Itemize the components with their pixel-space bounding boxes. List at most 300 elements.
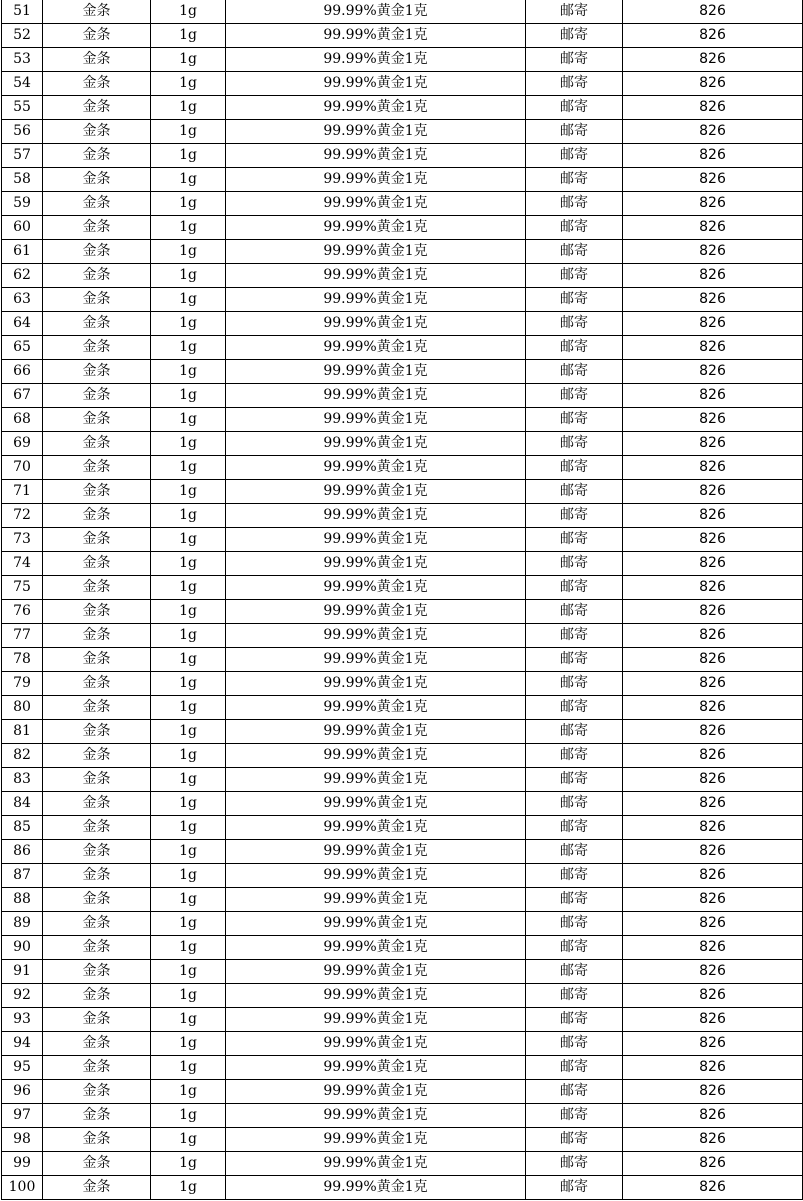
row-number-cell: 99 [2,1152,43,1176]
weight-cell: 1g [151,240,226,264]
delivery-method-cell: 邮寄 [526,24,623,48]
table-row [2,312,803,336]
weight-cell: 1g [151,960,226,984]
delivery-method-cell: 邮寄 [526,216,623,240]
row-number-cell: 68 [2,408,43,432]
delivery-method-cell: 邮寄 [526,648,623,672]
table-row [2,888,803,912]
row-number-cell: 66 [2,360,43,384]
table-row [2,792,803,816]
delivery-method-cell: 邮寄 [526,48,623,72]
weight-cell: 1g [151,576,226,600]
item-name-cell: 金条 [43,312,151,336]
delivery-method-cell: 邮寄 [526,288,623,312]
item-name-cell: 金条 [43,360,151,384]
description-cell: 99.99%黄金1克 [226,1056,526,1080]
weight-cell: 1g [151,744,226,768]
item-name-cell: 金条 [43,120,151,144]
description-cell: 99.99%黄金1克 [226,840,526,864]
price-cell: 826 [623,720,803,744]
table-row [2,936,803,960]
delivery-method-cell: 邮寄 [526,768,623,792]
description-cell: 99.99%黄金1克 [226,96,526,120]
description-cell: 99.99%黄金1克 [226,336,526,360]
item-name-cell: 金条 [43,648,151,672]
row-number-cell: 80 [2,696,43,720]
table-row [2,120,803,144]
description-cell: 99.99%黄金1克 [226,384,526,408]
price-cell: 826 [623,696,803,720]
description-cell: 99.99%黄金1克 [226,960,526,984]
price-cell: 826 [623,768,803,792]
price-cell: 826 [623,96,803,120]
description-cell: 99.99%黄金1克 [226,528,526,552]
weight-cell: 1g [151,0,226,24]
description-cell: 99.99%黄金1克 [226,216,526,240]
description-cell: 99.99%黄金1克 [226,1104,526,1128]
price-cell: 826 [623,624,803,648]
description-cell: 99.99%黄金1克 [226,912,526,936]
table-row [2,1008,803,1032]
description-cell: 99.99%黄金1克 [226,408,526,432]
delivery-method-cell: 邮寄 [526,912,623,936]
price-cell: 826 [623,504,803,528]
item-name-cell: 金条 [43,504,151,528]
price-cell: 826 [623,240,803,264]
item-name-cell: 金条 [43,336,151,360]
item-name-cell: 金条 [43,984,151,1008]
description-cell: 99.99%黄金1克 [226,1128,526,1152]
weight-cell: 1g [151,984,226,1008]
weight-cell: 1g [151,408,226,432]
weight-cell: 1g [151,168,226,192]
price-cell: 826 [623,816,803,840]
item-name-cell: 金条 [43,48,151,72]
item-name-cell: 金条 [43,240,151,264]
row-number-cell: 65 [2,336,43,360]
table-row [2,96,803,120]
table-row [2,624,803,648]
table-row [2,240,803,264]
table-row [2,552,803,576]
table-row [2,744,803,768]
description-cell: 99.99%黄金1克 [226,888,526,912]
row-number-cell: 51 [2,0,43,24]
description-cell: 99.99%黄金1克 [226,624,526,648]
item-name-cell: 金条 [43,864,151,888]
table-row [2,912,803,936]
price-cell: 826 [623,792,803,816]
delivery-method-cell: 邮寄 [526,264,623,288]
description-cell: 99.99%黄金1克 [226,576,526,600]
table-row [2,480,803,504]
row-number-cell: 93 [2,1008,43,1032]
price-cell: 826 [623,648,803,672]
row-number-cell: 75 [2,576,43,600]
delivery-method-cell: 邮寄 [526,528,623,552]
item-name-cell: 金条 [43,816,151,840]
weight-cell: 1g [151,24,226,48]
price-cell: 826 [623,1008,803,1032]
row-number-cell: 78 [2,648,43,672]
price-cell: 826 [623,1080,803,1104]
item-name-cell: 金条 [43,912,151,936]
weight-cell: 1g [151,696,226,720]
row-number-cell: 60 [2,216,43,240]
price-cell: 826 [623,72,803,96]
weight-cell: 1g [151,312,226,336]
description-cell: 99.99%黄金1克 [226,720,526,744]
delivery-method-cell: 邮寄 [526,816,623,840]
row-number-cell: 64 [2,312,43,336]
table-row [2,408,803,432]
weight-cell: 1g [151,120,226,144]
delivery-method-cell: 邮寄 [526,0,623,24]
table-row [2,1032,803,1056]
weight-cell: 1g [151,336,226,360]
table-row [2,48,803,72]
description-cell: 99.99%黄金1克 [226,696,526,720]
description-cell: 99.99%黄金1克 [226,552,526,576]
price-cell: 826 [623,1056,803,1080]
delivery-method-cell: 邮寄 [526,72,623,96]
delivery-method-cell: 邮寄 [526,432,623,456]
weight-cell: 1g [151,528,226,552]
delivery-method-cell: 邮寄 [526,144,623,168]
row-number-cell: 76 [2,600,43,624]
item-name-cell: 金条 [43,1032,151,1056]
price-cell: 826 [623,576,803,600]
delivery-method-cell: 邮寄 [526,960,623,984]
price-cell: 826 [623,984,803,1008]
description-cell: 99.99%黄金1克 [226,0,526,24]
description-cell: 99.99%黄金1克 [226,792,526,816]
price-cell: 826 [623,1128,803,1152]
price-cell: 826 [623,24,803,48]
item-name-cell: 金条 [43,96,151,120]
item-name-cell: 金条 [43,288,151,312]
delivery-method-cell: 邮寄 [526,1008,623,1032]
row-number-cell: 96 [2,1080,43,1104]
price-cell: 826 [623,744,803,768]
weight-cell: 1g [151,912,226,936]
price-cell: 826 [623,864,803,888]
item-name-cell: 金条 [43,792,151,816]
description-cell: 99.99%黄金1克 [226,600,526,624]
weight-cell: 1g [151,816,226,840]
row-number-cell: 98 [2,1128,43,1152]
table-row [2,504,803,528]
table-row [2,576,803,600]
table-row [2,1176,803,1200]
price-cell: 826 [623,456,803,480]
delivery-method-cell: 邮寄 [526,936,623,960]
weight-cell: 1g [151,144,226,168]
weight-cell: 1g [151,504,226,528]
row-number-cell: 58 [2,168,43,192]
table-row [2,840,803,864]
price-cell: 826 [623,408,803,432]
item-name-cell: 金条 [43,960,151,984]
weight-cell: 1g [151,1176,226,1200]
description-cell: 99.99%黄金1克 [226,192,526,216]
table-row [2,72,803,96]
price-cell: 826 [623,1104,803,1128]
table-row [2,168,803,192]
delivery-method-cell: 邮寄 [526,888,623,912]
price-cell: 826 [623,936,803,960]
row-number-cell: 77 [2,624,43,648]
delivery-method-cell: 邮寄 [526,552,623,576]
weight-cell: 1g [151,288,226,312]
item-name-cell: 金条 [43,528,151,552]
table-row [2,432,803,456]
delivery-method-cell: 邮寄 [526,696,623,720]
delivery-method-cell: 邮寄 [526,456,623,480]
item-name-cell: 金条 [43,600,151,624]
row-number-cell: 73 [2,528,43,552]
row-number-cell: 84 [2,792,43,816]
table-row [2,720,803,744]
row-number-cell: 70 [2,456,43,480]
price-cell: 826 [623,1176,803,1200]
weight-cell: 1g [151,192,226,216]
row-number-cell: 95 [2,1056,43,1080]
description-cell: 99.99%黄金1克 [226,768,526,792]
description-cell: 99.99%黄金1克 [226,24,526,48]
delivery-method-cell: 邮寄 [526,1104,623,1128]
delivery-method-cell: 邮寄 [526,504,623,528]
weight-cell: 1g [151,672,226,696]
table-row [2,648,803,672]
delivery-method-cell: 邮寄 [526,720,623,744]
table-row [2,24,803,48]
price-cell: 826 [623,168,803,192]
weight-cell: 1g [151,1152,226,1176]
description-cell: 99.99%黄金1克 [226,1080,526,1104]
row-number-cell: 71 [2,480,43,504]
delivery-method-cell: 邮寄 [526,480,623,504]
item-name-cell: 金条 [43,888,151,912]
description-cell: 99.99%黄金1克 [226,360,526,384]
price-cell: 826 [623,600,803,624]
weight-cell: 1g [151,1008,226,1032]
price-cell: 826 [623,1032,803,1056]
delivery-method-cell: 邮寄 [526,1128,623,1152]
description-cell: 99.99%黄金1克 [226,744,526,768]
item-name-cell: 金条 [43,24,151,48]
item-name-cell: 金条 [43,1176,151,1200]
price-cell: 826 [623,216,803,240]
row-number-cell: 90 [2,936,43,960]
item-name-cell: 金条 [43,1008,151,1032]
price-cell: 826 [623,1152,803,1176]
price-cell: 826 [623,888,803,912]
weight-cell: 1g [151,840,226,864]
description-cell: 99.99%黄金1克 [226,432,526,456]
item-name-cell: 金条 [43,264,151,288]
delivery-method-cell: 邮寄 [526,384,623,408]
description-cell: 99.99%黄金1克 [226,168,526,192]
item-name-cell: 金条 [43,480,151,504]
weight-cell: 1g [151,96,226,120]
item-name-cell: 金条 [43,168,151,192]
description-cell: 99.99%黄金1克 [226,648,526,672]
price-cell: 826 [623,144,803,168]
price-cell: 826 [623,120,803,144]
table-row [2,1104,803,1128]
delivery-method-cell: 邮寄 [526,1176,623,1200]
description-cell: 99.99%黄金1克 [226,288,526,312]
table-row [2,264,803,288]
price-cell: 826 [623,528,803,552]
description-cell: 99.99%黄金1克 [226,240,526,264]
item-name-cell: 金条 [43,1152,151,1176]
table-row [2,600,803,624]
table-row [2,144,803,168]
weight-cell: 1g [151,360,226,384]
description-cell: 99.99%黄金1克 [226,504,526,528]
table-row [2,816,803,840]
weight-cell: 1g [151,72,226,96]
delivery-method-cell: 邮寄 [526,1056,623,1080]
weight-cell: 1g [151,48,226,72]
description-cell: 99.99%黄金1克 [226,864,526,888]
table-row [2,360,803,384]
row-number-cell: 82 [2,744,43,768]
row-number-cell: 83 [2,768,43,792]
delivery-method-cell: 邮寄 [526,984,623,1008]
description-cell: 99.99%黄金1克 [226,1176,526,1200]
weight-cell: 1g [151,792,226,816]
description-cell: 99.99%黄金1克 [226,312,526,336]
row-number-cell: 62 [2,264,43,288]
weight-cell: 1g [151,456,226,480]
weight-cell: 1g [151,600,226,624]
description-cell: 99.99%黄金1克 [226,144,526,168]
row-number-cell: 92 [2,984,43,1008]
description-cell: 99.99%黄金1克 [226,672,526,696]
item-name-cell: 金条 [43,696,151,720]
weight-cell: 1g [151,648,226,672]
table-row [2,768,803,792]
delivery-method-cell: 邮寄 [526,408,623,432]
prize-table [1,0,803,1200]
delivery-method-cell: 邮寄 [526,1032,623,1056]
weight-cell: 1g [151,864,226,888]
weight-cell: 1g [151,264,226,288]
description-cell: 99.99%黄金1克 [226,456,526,480]
table-body [2,0,803,1200]
weight-cell: 1g [151,768,226,792]
row-number-cell: 54 [2,72,43,96]
price-cell: 826 [623,672,803,696]
delivery-method-cell: 邮寄 [526,240,623,264]
item-name-cell: 金条 [43,1080,151,1104]
description-cell: 99.99%黄金1克 [226,120,526,144]
row-number-cell: 72 [2,504,43,528]
item-name-cell: 金条 [43,672,151,696]
row-number-cell: 69 [2,432,43,456]
item-name-cell: 金条 [43,624,151,648]
table-row [2,1128,803,1152]
delivery-method-cell: 邮寄 [526,96,623,120]
price-cell: 826 [623,312,803,336]
table-row [2,0,803,24]
delivery-method-cell: 邮寄 [526,864,623,888]
delivery-method-cell: 邮寄 [526,624,623,648]
row-number-cell: 74 [2,552,43,576]
item-name-cell: 金条 [43,936,151,960]
row-number-cell: 57 [2,144,43,168]
delivery-method-cell: 邮寄 [526,1152,623,1176]
weight-cell: 1g [151,1080,226,1104]
row-number-cell: 100 [2,1176,43,1200]
row-number-cell: 85 [2,816,43,840]
weight-cell: 1g [151,1104,226,1128]
weight-cell: 1g [151,432,226,456]
table-row [2,960,803,984]
description-cell: 99.99%黄金1克 [226,936,526,960]
delivery-method-cell: 邮寄 [526,1080,623,1104]
row-number-cell: 55 [2,96,43,120]
table-row [2,216,803,240]
weight-cell: 1g [151,720,226,744]
row-number-cell: 61 [2,240,43,264]
table-row [2,1080,803,1104]
delivery-method-cell: 邮寄 [526,600,623,624]
row-number-cell: 56 [2,120,43,144]
row-number-cell: 86 [2,840,43,864]
table-row [2,1056,803,1080]
weight-cell: 1g [151,216,226,240]
price-cell: 826 [623,48,803,72]
item-name-cell: 金条 [43,720,151,744]
row-number-cell: 94 [2,1032,43,1056]
item-name-cell: 金条 [43,1104,151,1128]
item-name-cell: 金条 [43,744,151,768]
delivery-method-cell: 邮寄 [526,792,623,816]
weight-cell: 1g [151,552,226,576]
table-row [2,192,803,216]
price-cell: 826 [623,0,803,24]
delivery-method-cell: 邮寄 [526,168,623,192]
item-name-cell: 金条 [43,456,151,480]
item-name-cell: 金条 [43,552,151,576]
item-name-cell: 金条 [43,192,151,216]
item-name-cell: 金条 [43,1056,151,1080]
row-number-cell: 67 [2,384,43,408]
row-number-cell: 59 [2,192,43,216]
row-number-cell: 52 [2,24,43,48]
row-number-cell: 89 [2,912,43,936]
delivery-method-cell: 邮寄 [526,120,623,144]
description-cell: 99.99%黄金1克 [226,1008,526,1032]
description-cell: 99.99%黄金1克 [226,264,526,288]
weight-cell: 1g [151,1128,226,1152]
item-name-cell: 金条 [43,216,151,240]
price-cell: 826 [623,912,803,936]
table-row [2,384,803,408]
row-number-cell: 88 [2,888,43,912]
price-cell: 826 [623,360,803,384]
item-name-cell: 金条 [43,840,151,864]
weight-cell: 1g [151,384,226,408]
price-cell: 826 [623,840,803,864]
row-number-cell: 53 [2,48,43,72]
description-cell: 99.99%黄金1克 [226,1032,526,1056]
description-cell: 99.99%黄金1克 [226,480,526,504]
